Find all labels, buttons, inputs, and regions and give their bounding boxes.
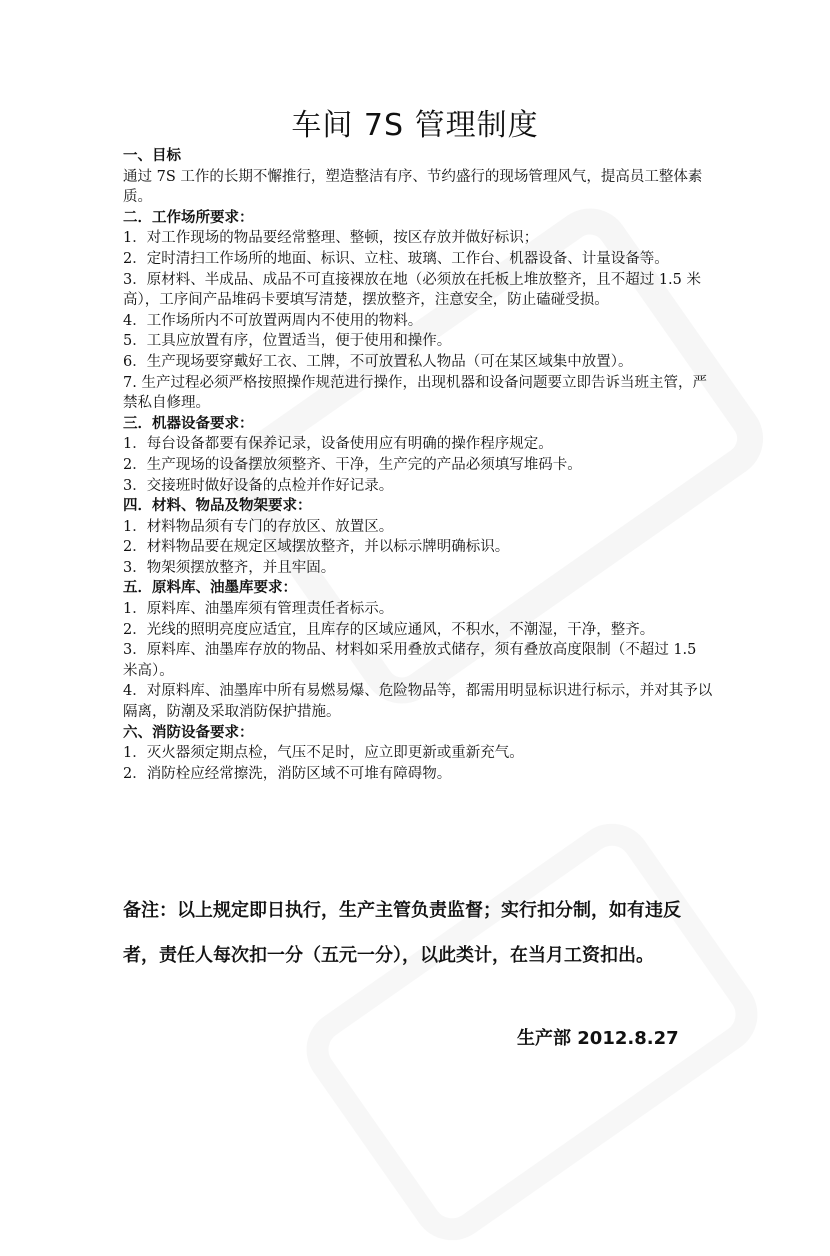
list-item: 1．对工作现场的物品要经常整理、整顿，按区存放并做好标识；: [123, 230, 539, 247]
list-item: 1．每台设备都要有保养记录，设备使用应有明确的操作程序规定。: [123, 436, 553, 453]
list-item: 3．物架须摆放整齐，并且牢固。: [123, 559, 336, 576]
list-item: 1．原料库、油墨库须有管理责任者标示。: [123, 601, 394, 618]
list-item: 2．定时清扫工作场所的地面、标识、立柱、玻璃、工作台、机器设备、计量设备等。: [123, 250, 669, 267]
list-item: 3．原料库、油墨库存放的物品、材料如采用叠放式储存，须有叠放高度限制（不超过 1.5 米高）。: [123, 642, 697, 679]
section-heading: 二．工作场所要求：: [123, 209, 254, 226]
list-item: 5．工具应放置有序，位置适当，便于使用和操作。: [123, 333, 452, 350]
list-item: 7. 生产过程必须严格按照操作规范进行操作，出现机器和设备问题要立即告诉当班主管，严禁私自修理。: [123, 374, 707, 412]
document-body: [123, 146, 713, 784]
section-heading: 三．机器设备要求：: [123, 415, 254, 432]
list-item: 2．材料物品要在规定区域摆放整齐，并以标示牌明确标识。: [123, 539, 510, 556]
document-title: 车间 7S 管理制度: [291, 108, 539, 143]
list-item: 1．材料物品须有专门的存放区、放置区。: [123, 518, 394, 535]
list-item: 6．生产现场要穿戴好工衣、工牌，不可放置私人物品（可在某区域集中放置）。: [123, 353, 633, 370]
list-item: 4．对原料库、油墨库中所有易燃易爆、危险物品等，都需用明显标识进行标示，并对其予以隔离，防潮及采取消防保护措施。: [123, 683, 713, 721]
section-heading: 四．材料、物品及物架要求：: [123, 498, 312, 515]
list-item: 3．交接班时做好设备的点检并作好记录。: [123, 477, 394, 494]
remarks-note: 备注：以上规定即日执行，生产主管负责监督；实行扣分制，如有违反者，责任人每次扣一分（五元一分），以此类计，在当月工资扣出。: [123, 900, 681, 966]
signature-date: 生产部 2012.8.27: [517, 1028, 679, 1049]
section-heading: 一、目标: [123, 148, 181, 164]
list-item: 1．灭火器须定期点检，气压不足时，应立即更新或重新充气。: [123, 745, 524, 762]
list-item: 3．原材料、半成品、成品不可直接裸放在地（必须放在托板上堆放整齐，且不超过 1.5 米高），工序间产品堆码卡要填写清楚，摆放整齐，注意安全，防止磕碰受损。: [123, 271, 701, 309]
section-heading: 五．原料库、油墨库要求：: [123, 580, 297, 597]
list-item: 2．光线的照明亮度应适宜，且库存的区域应通风，不积水，不潮湿，干净，整齐。: [123, 621, 655, 638]
list-item: 2．消防栓应经常擦洗，消防区域不可堆有障碍物。: [123, 765, 452, 782]
list-item: 2．生产现场的设备摆放须整齐、干净，生产完的产品必须填写堆码卡。: [123, 456, 582, 473]
section-heading: 六、消防设备要求：: [123, 724, 254, 741]
paragraph: 通过 7S 工作的长期不懈推行，塑造整洁有序、节约盛行的现场管理风气，提高员工整体素质。: [123, 168, 703, 206]
list-item: 4．工作场所内不可放置两周内不使用的物料。: [123, 312, 423, 329]
